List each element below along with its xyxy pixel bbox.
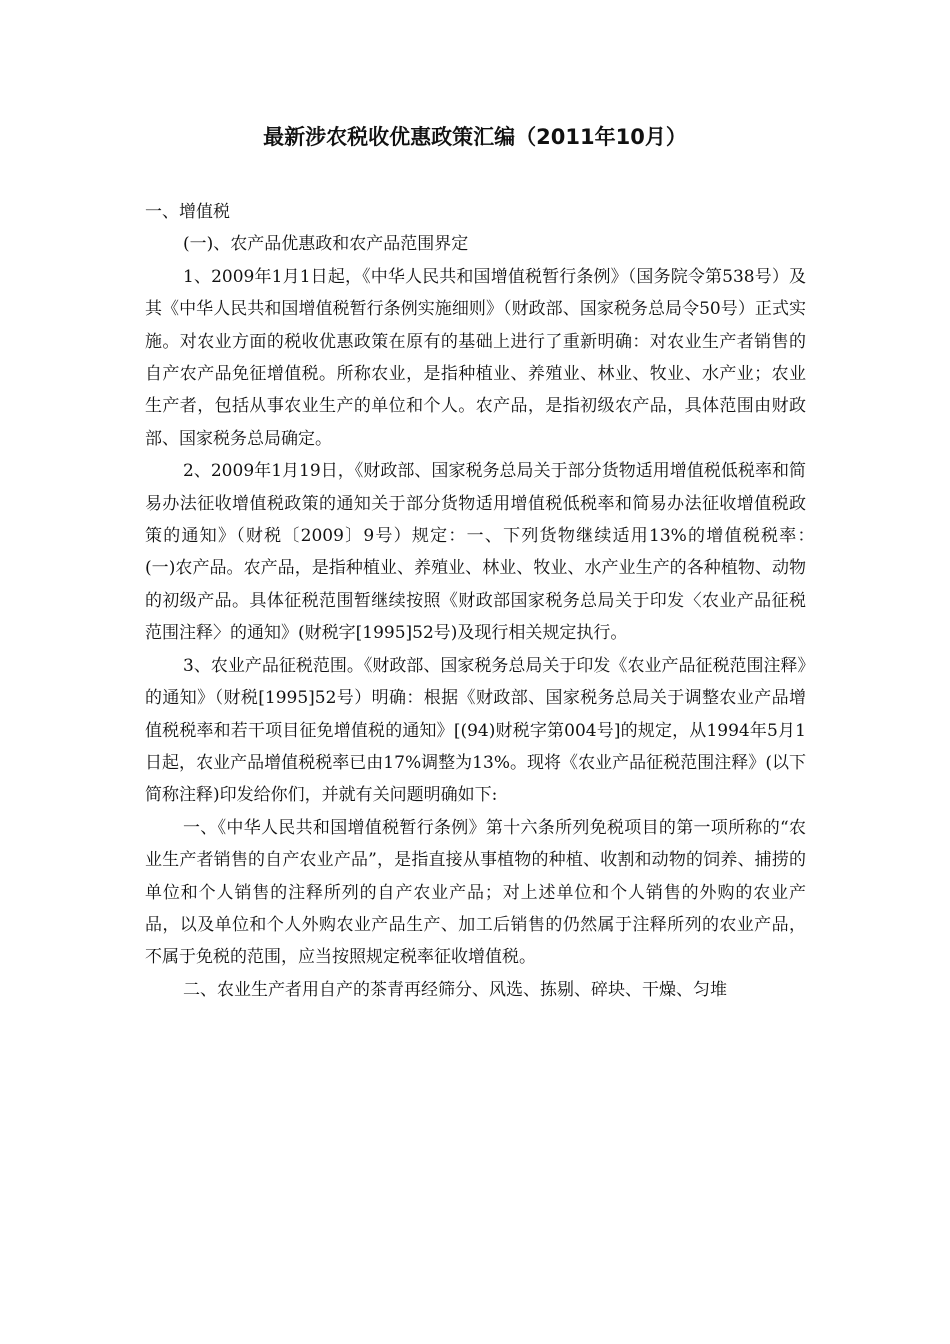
- paragraph: 一、《中华人民共和国增值税暂行条例》第十六条所列免税项目的第一项所称的“农业生产者销售的自产农业产品”，是指直接从事植物的种植、收割和动物的饲养、捕捞的单位和个人销售的注释所列的自产农业产品；对上述单位和个人销售的外购的农业产品，以及单位和个人外购农业产品生产、加工后销售的仍然属于注释所列的农业产品，不属于免税的范围，应当按照规定税率征收增值税。: [145, 817, 806, 968]
- paragraph: 3、农业产品征税范围。《财政部、国家税务总局关于印发《农业产品征税范围注释》的通知》（财税[1995]52号）明确：根据《财政部、国家税务总局关于调整农业产品增值税税率和若干项目征免增值税的通知》[(94)财税字第004号]的规定，从1994年5月1日起，农业产品增值税税率已由17%调整为13%。现将《农业产品征税范围注释》(以下简称注释)印发给你们，并就有关问题明确如下:: [145, 655, 806, 806]
- document-body: [145, 196, 823, 1006]
- paragraph: 1、2009年1月1日起，《中华人民共和国增值税暂行条例》（国务院令第538号）及其《中华人民共和国增值税暂行条例实施细则》（财政部、国家税务总局令50号）正式实施。对农业方面的税收优惠政策在原有的基础上进行了重新明确：对农业生产者销售的自产农产品免征增值税。所称农业，是指种植业、养殖业、林业、牧业、水产业；农业生产者，包括从事农业生产的单位和个人。农产品，是指初级农产品，具体范围由财政部、国家税务总局确定。: [145, 266, 806, 449]
- subsection-heading: (一)、农产品优惠政和农产品范围界定: [183, 234, 469, 255]
- paragraph: 二、农业生产者用自产的茶青再经筛分、风选、拣剔、碎块、干燥、匀堆: [183, 979, 727, 1000]
- document-title: 最新涉农税收优惠政策汇编（2011年10月）: [263, 125, 687, 149]
- paragraph: 2、2009年1月19日，《财政部、国家税务总局关于部分货物适用增值税低税率和简易办法征收增值税政策的通知关于部分货物适用增值税低税率和简易办法征收增值税政策的通知》（财税〔2009〕9号）规定：一、下列货物继续适用13%的增值税税率： (一)农产品。农产品，是指种植业、养殖业、林业、牧业、水产业生产的各种植物、动物的初级产品。具体征税范围暂继续按照《财政部国家税务总局关于印发〈农业产品征税范围注释〉的通知》(财税字[1995]52号)及现行相关规定执行。: [145, 461, 823, 644]
- section-heading: 一、增值税: [145, 202, 230, 222]
